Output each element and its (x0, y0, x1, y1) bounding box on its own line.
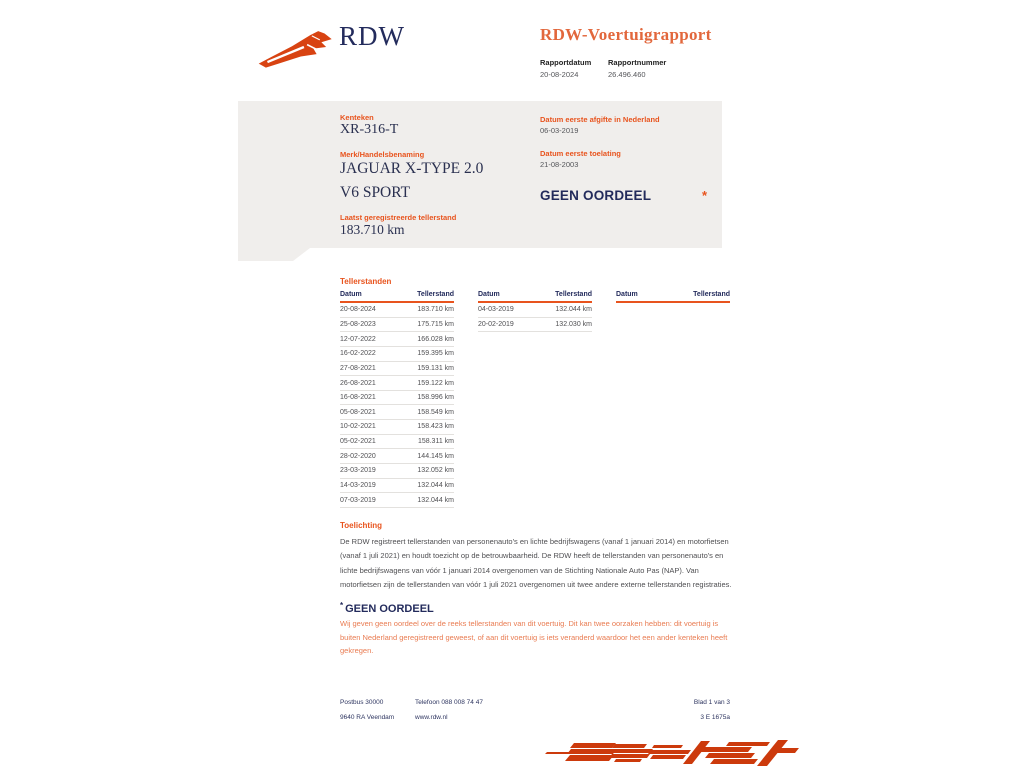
rdw-logo-bird-icon (256, 24, 336, 70)
geen-oordeel-note-title: GEEN OORDEEL (345, 603, 434, 615)
rdw-logo-wordmark: RDW (339, 21, 405, 51)
row-tellerstand: 132.030 km (555, 320, 592, 328)
row-datum: 27-08-2021 (340, 364, 376, 372)
report-date-label: Rapportdatum (540, 58, 592, 67)
tellerstand-row (340, 493, 454, 508)
tellerstanden-column-2 (478, 291, 592, 508)
row-tellerstand: 158.311 km (417, 438, 454, 446)
row-datum: 25-08-2023 (340, 320, 376, 328)
header-tellerstand: Tellerstand (693, 291, 730, 298)
row-tellerstand: 159.131 km (417, 364, 454, 372)
row-tellerstand: 158.423 km (417, 423, 454, 431)
row-datum: 10-02-2021 (340, 423, 376, 431)
document-title: RDW-Voertuigrapport (540, 25, 712, 44)
merk-value-line1: JAGUAR X-TYPE 2.0 (340, 160, 484, 177)
kenteken-value: XR-316-T (340, 122, 399, 137)
laatste-tellerstand-value: 183.710 km (340, 222, 405, 237)
asterisk-icon: * (340, 601, 344, 610)
row-tellerstand: 132.052 km (417, 467, 454, 475)
row-datum: 23-03-2019 (340, 467, 376, 475)
toelichting-body: De RDW registreert tellerstanden van personenauto's en lichte bedrijfswagens (vanaf 1 januari 2014) en motorfietsen (vanaf 1 juli 2021) en houdt toezicht op de betrouwbaarheid. De RDW heeft de tellerstanden van personenauto's en lichte bedrijfswagens van vóór 1 januari 2014 overgenomen van de Stichting Nationale Auto Pas (NAP). Van motorfietsen zijn de tellerstanden van vóór 1 juli 2021 overgenomen uit twee andere externe tellerstanden registraties. (340, 537, 732, 590)
report-date-value: 20-08-2024 (540, 70, 579, 79)
geen-oordeel-note-body: Wij geven geen oordeel over de reeks tellerstanden van dit voertuig. Dit kan twee oorzaken hebben: dit voertuig is buiten Nederland geregistreerd geweest, of aan dit voertuig is iets veranderd waardoor het een ander kenteken heeft gekregen. (340, 619, 728, 656)
report-number-value: 26.496.460 (608, 70, 646, 79)
report-number-label: Rapportnummer (608, 58, 667, 67)
tellerstand-row (478, 303, 592, 318)
tellerstand-row (340, 435, 454, 450)
row-datum: 26-08-2021 (340, 379, 376, 387)
row-datum: 04-03-2019 (478, 306, 514, 314)
row-datum: 12-07-2022 (340, 335, 376, 343)
tellerstand-row (340, 376, 454, 391)
footer-address-line2: 9640 RA Veendam (340, 714, 395, 721)
tellerstand-row (340, 405, 454, 420)
row-tellerstand: 183.710 km (417, 306, 454, 314)
tellerstand-row (340, 332, 454, 347)
row-datum: 20-08-2024 (340, 306, 376, 314)
tellerstand-row (340, 420, 454, 435)
laatste-tellerstand-label: Laatst geregistreerde tellerstand (340, 213, 457, 222)
footer-phone: Telefoon 088 008 74 47 (415, 699, 483, 706)
rdw-watermark-graphic (540, 738, 810, 768)
afgifte-value: 06-03-2019 (540, 126, 579, 135)
toelating-value: 21-08-2003 (540, 160, 579, 169)
footer-page-number: Blad 1 van 3 (693, 699, 730, 706)
tellerstand-row (340, 449, 454, 464)
header-tellerstand: Tellerstand (417, 291, 454, 298)
tellerstanden-heading: Tellerstanden (340, 277, 392, 286)
tellerstanden-column-1 (340, 291, 454, 508)
table-header-row (340, 291, 454, 303)
footer-website: www.rdw.nl (415, 714, 448, 721)
tellerstand-row (340, 318, 454, 333)
header-datum: Datum (340, 291, 362, 298)
footer-address-line1: Postbus 30000 (340, 699, 384, 706)
row-datum: 05-02-2021 (340, 438, 376, 446)
row-datum: 16-02-2022 (340, 350, 376, 358)
toelating-label: Datum eerste toelating (540, 149, 621, 158)
tellerstand-row (340, 362, 454, 377)
header-datum: Datum (478, 291, 500, 298)
row-tellerstand: 159.122 km (417, 379, 454, 387)
row-datum: 16-08-2021 (340, 394, 376, 402)
geen-oordeel-note-heading (340, 601, 434, 615)
toelichting-heading: Toelichting (340, 521, 383, 530)
header-tellerstand: Tellerstand (555, 291, 592, 298)
row-datum: 05-08-2021 (340, 408, 376, 416)
table-header-row (616, 291, 730, 303)
kenteken-label: Kenteken (340, 113, 374, 122)
row-datum: 20-02-2019 (478, 320, 514, 328)
summary-box-tab (238, 248, 310, 261)
row-tellerstand: 132.044 km (417, 496, 454, 504)
row-tellerstand: 132.044 km (555, 306, 592, 314)
tellerstand-row (340, 464, 454, 479)
afgifte-label: Datum eerste afgifte in Nederland (540, 115, 660, 124)
tellerstanden-column-3 (616, 291, 730, 508)
row-tellerstand: 159.395 km (417, 350, 454, 358)
row-tellerstand: 158.996 km (417, 394, 454, 402)
row-tellerstand: 175.715 km (417, 320, 454, 328)
oordeel-status: GEEN OORDEEL (540, 188, 652, 203)
merk-value-line2: V6 SPORT (340, 184, 411, 201)
footer-form-code: 3 E 1675a (700, 714, 730, 721)
tellerstand-row (340, 347, 454, 362)
row-tellerstand: 144.145 km (417, 452, 454, 460)
tellerstand-row (478, 318, 592, 333)
tellerstand-row (340, 303, 454, 318)
merk-label: Merk/Handelsbenaming (340, 150, 425, 159)
row-tellerstand: 132.044 km (417, 482, 454, 489)
row-datum: 14-03-2019 (340, 482, 376, 489)
asterisk-icon: * (702, 188, 708, 203)
row-datum: 07-03-2019 (340, 496, 376, 504)
row-tellerstand: 166.028 km (417, 335, 454, 343)
tellerstand-row (340, 479, 454, 494)
tellerstand-row (340, 391, 454, 406)
row-tellerstand: 158.549 km (417, 408, 454, 416)
tellerstanden-table (340, 291, 730, 508)
row-datum: 28-02-2020 (340, 452, 376, 460)
header-datum: Datum (616, 291, 638, 298)
table-header-row (478, 291, 592, 303)
